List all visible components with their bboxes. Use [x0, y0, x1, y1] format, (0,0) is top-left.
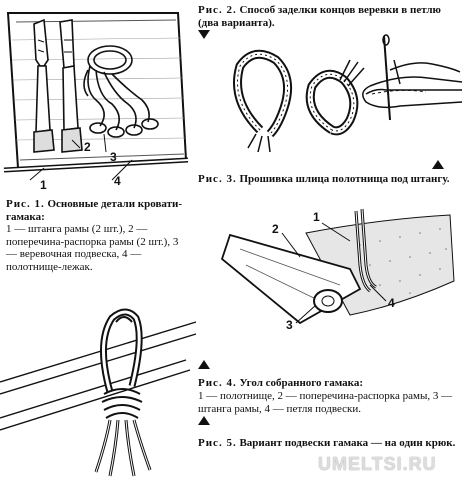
- fig1-caption-label: Рис. 1.: [6, 198, 45, 210]
- fig4-caption: [198, 377, 460, 390]
- fig1-label-3: 3: [110, 150, 117, 164]
- fig3-caption-title: Прошивка шлица полотнища под штангу.: [239, 173, 450, 185]
- fig4-label-4: 4: [388, 296, 395, 310]
- fig5-marker-icon: [198, 416, 210, 426]
- fig1-illustration: [0, 0, 200, 200]
- fig1-caption-title: Основные детали кровати-гамака:: [6, 198, 183, 223]
- fig5-caption-title: Вариант подвески гамака — на один крюк.: [239, 437, 456, 449]
- fig5-caption: [198, 437, 460, 450]
- fig1-label-4: 4: [114, 174, 121, 188]
- fig1-label-2: 2: [84, 140, 91, 154]
- fig4-label-2: 2: [272, 222, 279, 236]
- fig5-caption-label: Рис. 5.: [198, 437, 237, 449]
- fig4-caption-title: Угол собранного гамака:: [239, 377, 364, 389]
- fig1-caption: [6, 198, 190, 223]
- fig2-illustration: [200, 30, 460, 160]
- fig2-caption-title: Способ заделки концов веревки в петлю (два варианта).: [198, 4, 441, 29]
- fig3-caption-label: Рис. 3.: [198, 173, 237, 185]
- fig5-illustration: [0, 282, 200, 482]
- fig3-marker-icon: [432, 160, 444, 170]
- fig1-label-1: 1: [40, 178, 47, 192]
- fig4-caption-label: Рис. 4.: [198, 377, 237, 389]
- fig4-caption-body: 1 — полотнище, 2 — поперечина-распорка рамы, 3 — штанга рамы, 4 — петля подвески.: [198, 390, 453, 415]
- watermark: UMELTSI.RU: [318, 454, 437, 474]
- fig1-caption-body: 1 — штанга рамы (2 шт.), 2 — поперечина-распорка рамы (2 шт.), 3 — веревочная подвеска, 4 — полотнище-лежак.: [6, 223, 179, 273]
- fig4-label-1: 1: [313, 210, 320, 224]
- fig3-caption: [198, 173, 460, 186]
- fig2-caption-label: Рис. 2.: [198, 4, 237, 16]
- fig4-illustration: [210, 205, 460, 345]
- fig2-caption: [198, 4, 460, 29]
- fig4-label-3: 3: [286, 318, 293, 332]
